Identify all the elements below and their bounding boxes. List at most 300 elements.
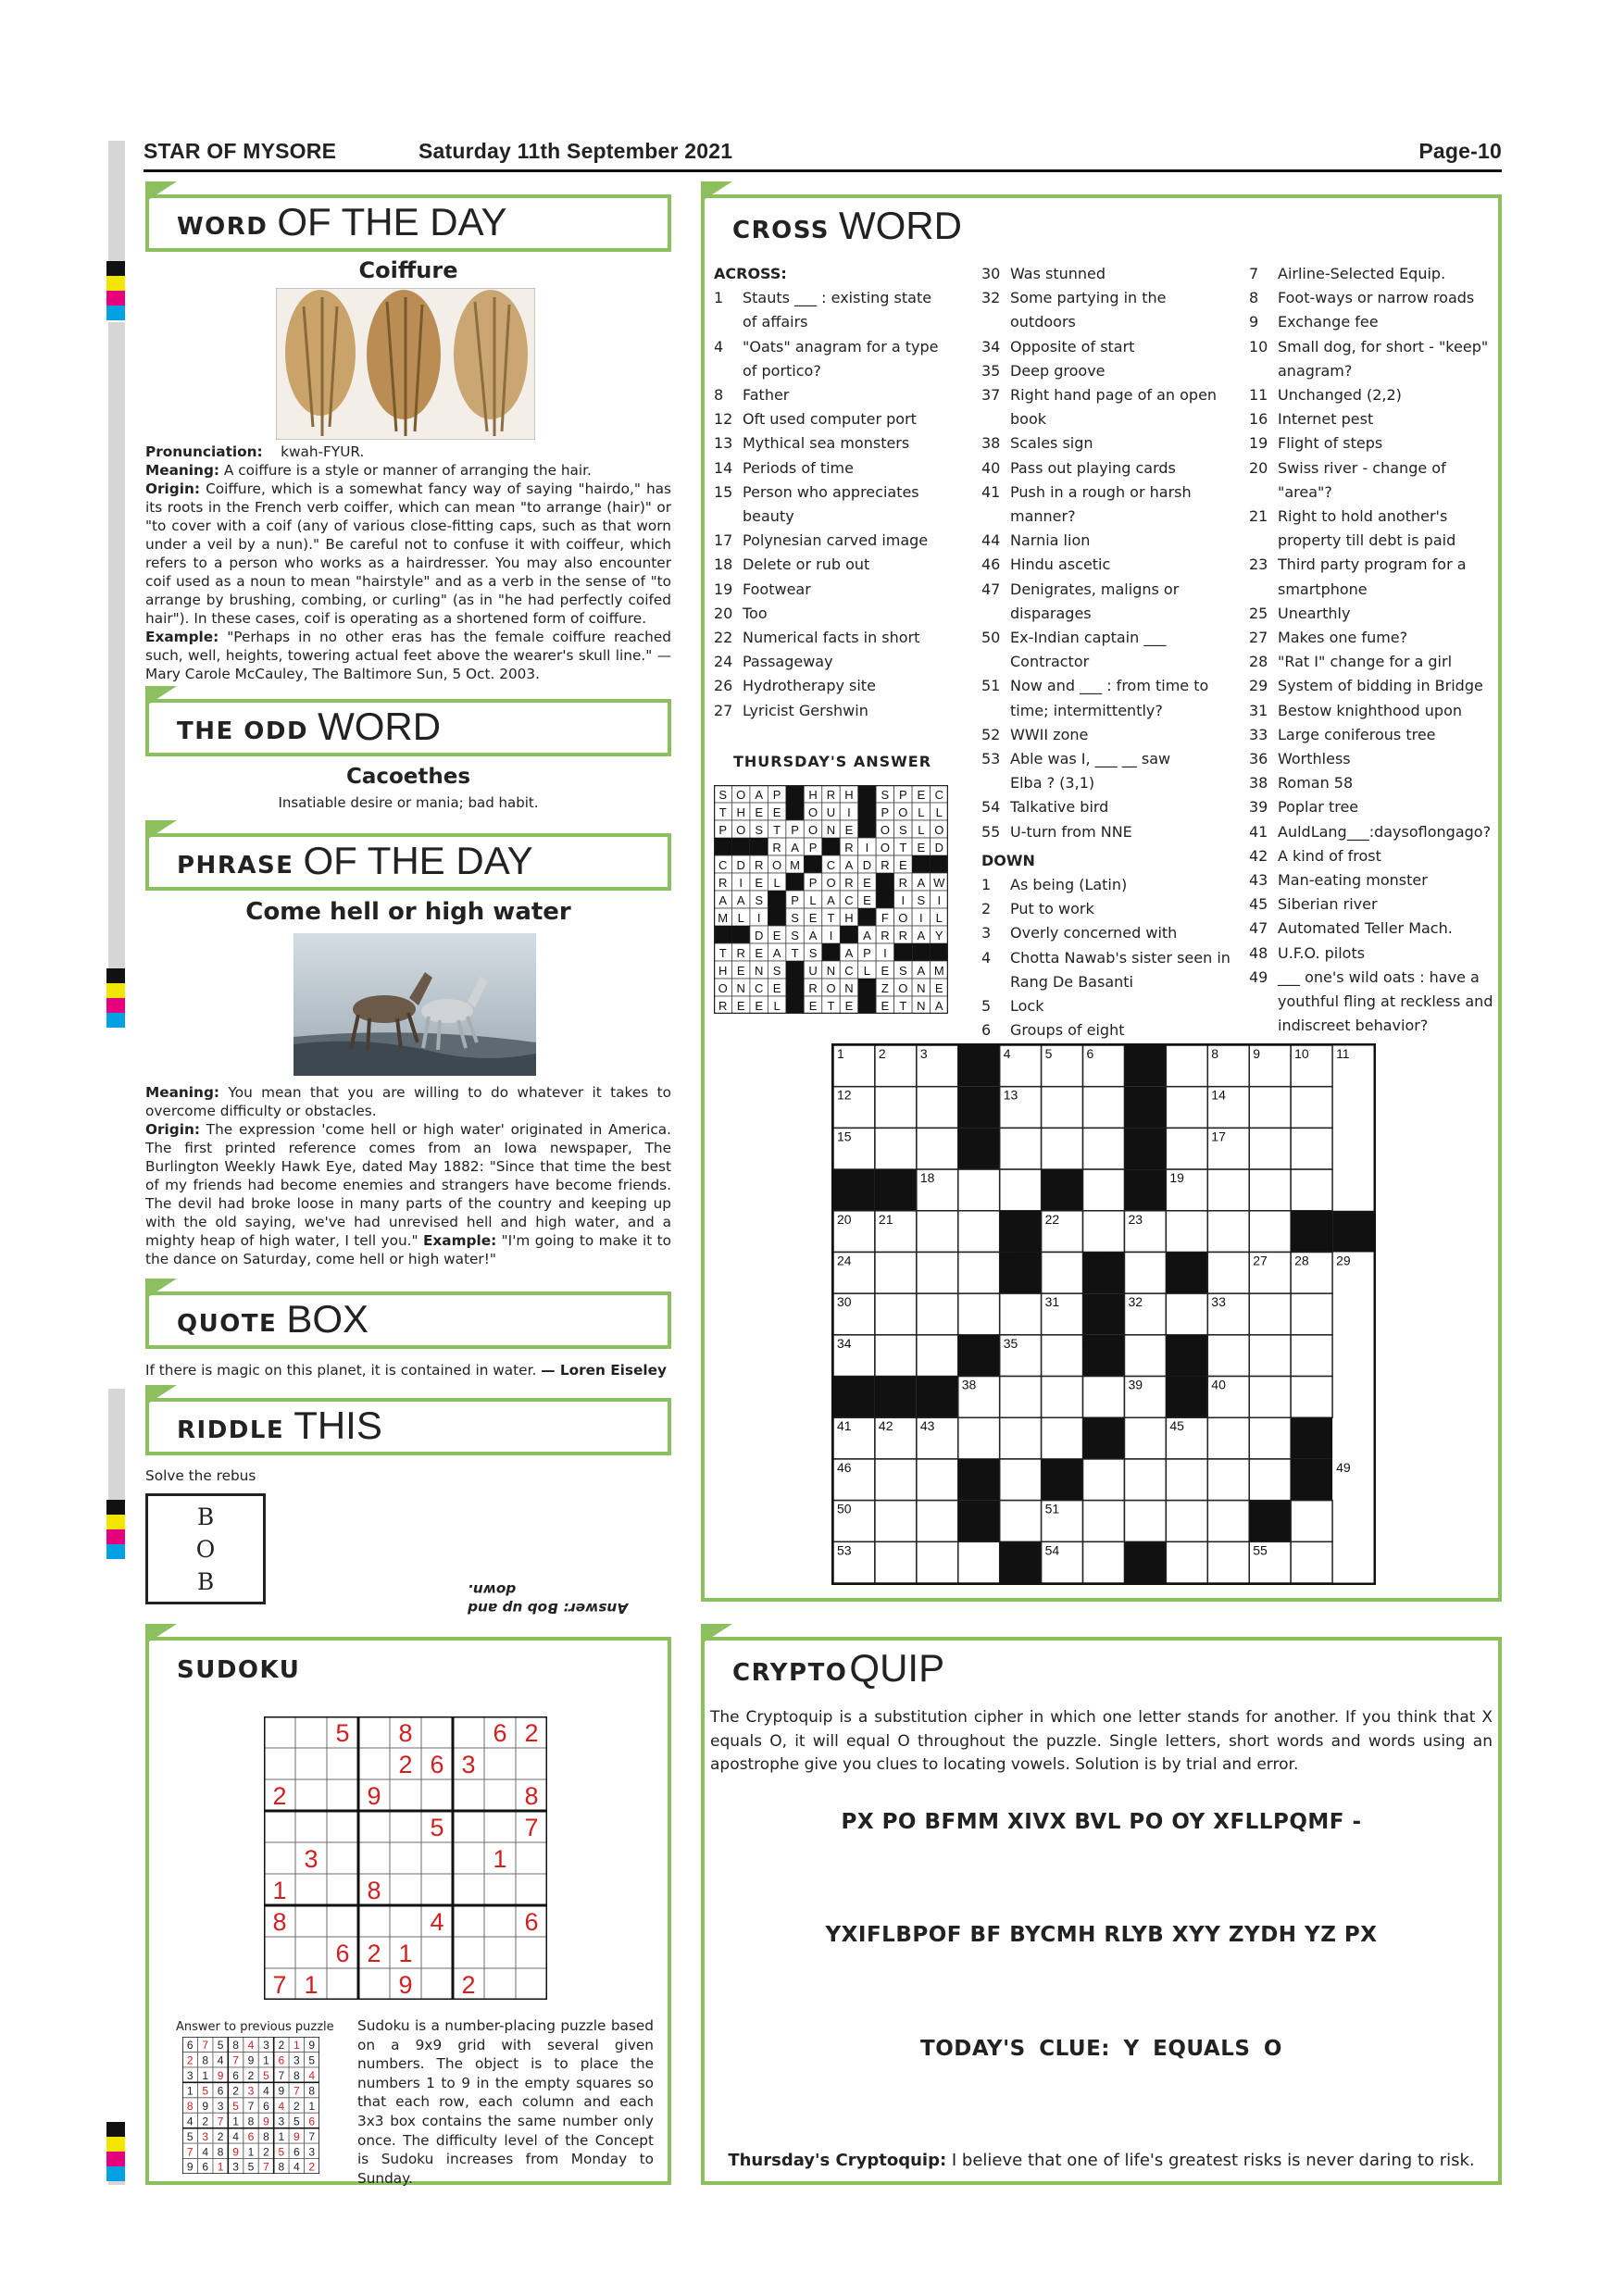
crossword-cell[interactable] xyxy=(958,1541,1000,1583)
clue-text: Unearthly xyxy=(1278,604,1351,622)
clue-text: Worthless xyxy=(1278,750,1351,768)
crossword-heading: CROSS WORD xyxy=(701,194,1502,252)
answer-letter: S xyxy=(718,787,728,802)
crossword-cell[interactable] xyxy=(1249,1335,1291,1377)
answer-letter: M xyxy=(933,963,944,978)
answer-letter: E xyxy=(899,857,907,872)
crossword-cell[interactable] xyxy=(1291,1128,1332,1169)
previous-sudoku-answer-grid xyxy=(182,2037,319,2174)
clue-text: Lock xyxy=(1010,997,1044,1016)
clue-number: 5 xyxy=(981,997,992,1016)
crossword-cell[interactable] xyxy=(1249,1169,1291,1211)
clue-number: 55 xyxy=(981,822,1001,841)
crossword-cell[interactable] xyxy=(1207,1169,1249,1211)
clue-number: 7 xyxy=(1249,265,1259,282)
clue-text: Airline-Selected Equip. xyxy=(1278,265,1446,282)
answer-letter: W xyxy=(933,875,945,890)
crossword-cell[interactable] xyxy=(1249,1087,1291,1129)
clue-text: Poplar tree xyxy=(1278,798,1359,817)
clue-text: Some partying in the outdoors xyxy=(1010,289,1167,331)
clue-row xyxy=(714,480,968,505)
clue-row xyxy=(1249,771,1494,795)
crossword-cell[interactable] xyxy=(1124,1335,1166,1377)
answer-letter: R xyxy=(826,787,836,802)
clue-text: Roman 58 xyxy=(1278,774,1354,792)
answer-letter: N xyxy=(826,963,836,978)
black-square xyxy=(858,979,876,996)
crossword-cell[interactable] xyxy=(958,1252,1000,1293)
crossword-cell[interactable] xyxy=(1000,1169,1042,1211)
sudoku-answer-label: Answer to previous puzzle xyxy=(176,2020,334,2034)
clue-text: Hindu ascetic xyxy=(1010,555,1111,574)
cell-number: 8 xyxy=(1211,1046,1219,1061)
clue-text: Makes one fume? xyxy=(1278,629,1408,647)
previous-crossword-answer-grid xyxy=(714,785,948,1014)
cell-number: 49 xyxy=(1336,1459,1351,1475)
sudoku-digit: 3 xyxy=(461,1751,476,1779)
cell-number: 38 xyxy=(961,1377,977,1392)
crossword-cell[interactable] xyxy=(917,1335,958,1377)
crossword-cell[interactable] xyxy=(1166,1293,1207,1335)
black-square xyxy=(1124,1541,1166,1583)
answer-letter: E xyxy=(736,963,745,978)
crossword-cell[interactable] xyxy=(1207,1459,1249,1501)
crossword-cell[interactable] xyxy=(1042,1128,1083,1169)
cell-number: 53 xyxy=(837,1542,852,1558)
clue-text: Polynesian carved image xyxy=(743,531,929,550)
sudoku-digit: 4 xyxy=(293,2160,300,2174)
cell-number: 48 xyxy=(1294,1459,1309,1475)
black-square xyxy=(1083,1293,1125,1335)
crossword-cell[interactable] xyxy=(1124,1501,1166,1542)
black-square xyxy=(875,1377,917,1418)
clue-row xyxy=(1249,942,1494,966)
answer-letter: N xyxy=(917,998,926,1013)
cell-number: 33 xyxy=(1211,1294,1226,1310)
answer-letter: P xyxy=(791,892,799,907)
crossword-cell[interactable] xyxy=(958,1417,1000,1459)
sudoku-digit: 8 xyxy=(232,2039,239,2053)
clue-text: disparages xyxy=(1010,604,1092,622)
sudoku-digit: 1 xyxy=(186,2084,194,2098)
crossword-cell[interactable] xyxy=(917,1501,958,1542)
crossword-cell[interactable] xyxy=(917,1128,958,1169)
cell-number: 44 xyxy=(1086,1418,1102,1434)
answer-letter: O xyxy=(807,805,818,819)
clue-text: Denigrates, maligns or xyxy=(1010,580,1180,598)
clue-number: 9 xyxy=(1249,313,1259,331)
clue-row xyxy=(1249,626,1494,650)
crossword-cell[interactable] xyxy=(1042,1252,1083,1293)
clues-column-3 xyxy=(1249,262,1494,1039)
crossword-cell[interactable] xyxy=(1000,1128,1042,1169)
crossword-cell[interactable] xyxy=(917,1211,958,1253)
clue-row xyxy=(981,262,1231,286)
clue-row xyxy=(1249,699,1494,723)
sudoku-digit: 5 xyxy=(186,2129,194,2143)
clue-number: 44 xyxy=(981,531,1001,550)
clue-row xyxy=(1249,431,1494,455)
crossword-cell[interactable] xyxy=(1124,1459,1166,1501)
crossword-cell[interactable] xyxy=(875,1459,917,1501)
sudoku-digit: 3 xyxy=(308,2145,316,2159)
crossword-cell[interactable] xyxy=(1042,1377,1083,1418)
crossword-cell[interactable] xyxy=(875,1501,917,1542)
sudoku-digit: 3 xyxy=(202,2129,209,2143)
cell-number: 43 xyxy=(919,1418,935,1434)
crossword-cell[interactable] xyxy=(1249,1211,1291,1253)
sudoku-digit: 8 xyxy=(272,1908,287,1937)
sudoku-digit: 1 xyxy=(272,1877,287,1905)
crossword-cell[interactable] xyxy=(917,1087,958,1129)
color-registration-mark xyxy=(106,2122,125,2181)
crossword-cell[interactable] xyxy=(1291,1541,1332,1583)
crossword-cell[interactable] xyxy=(1249,1459,1291,1501)
crossword-cell[interactable] xyxy=(1207,1335,1249,1377)
sudoku-digit: 7 xyxy=(278,2069,285,2083)
cell-number: 47 xyxy=(1044,1459,1060,1475)
crossword-cell[interactable] xyxy=(1083,1169,1125,1211)
sudoku-digit: 9 xyxy=(247,2053,255,2067)
cell-number: 18 xyxy=(919,1170,935,1186)
word-of-day-heading: WORD OF THE DAY xyxy=(145,194,671,252)
answer-letter: S xyxy=(755,892,763,907)
answer-letter: S xyxy=(791,928,799,942)
clue-number: 51 xyxy=(981,677,1001,695)
crossword-cell[interactable] xyxy=(1291,1293,1332,1335)
cell-number: 46 xyxy=(837,1459,852,1475)
cell-number: 11 xyxy=(1336,1046,1350,1061)
answer-letter: N xyxy=(917,980,926,995)
crossword-cell[interactable] xyxy=(1083,1211,1125,1253)
clue-row xyxy=(981,480,1231,505)
cell-number: 41 xyxy=(837,1418,852,1434)
answer-letter: A xyxy=(808,928,818,942)
crossword-cell[interactable] xyxy=(1083,1541,1125,1583)
clue-row xyxy=(981,1018,1231,1042)
clue-text: smartphone xyxy=(1278,580,1368,598)
sudoku-digit: 6 xyxy=(278,2053,285,2067)
clue-row xyxy=(714,505,968,529)
cell-number: 26 xyxy=(1086,1253,1102,1268)
clues-column-1: ACROSS: 1 Stauts ___ : existing state of affairs 4 "Oats" anagram for a type of portico? 8 Father 12 Oft used computer port 13 Mythical sea monsters 14 Periods of time 15 Person who appreciates beauty 17 Polynesian carved image 18 Delete or rub out 19 Footwear 20 Too 22 Numerical facts in short 24 Passageway 26 Hydrotherapy site 27 Lyricist Gershwin xyxy=(714,262,968,723)
clue-text: youthful fling at reckless and xyxy=(1278,992,1493,1011)
crossword-cell[interactable] xyxy=(1166,1211,1207,1253)
word-of-day-word: Coiffure xyxy=(358,257,458,283)
answer-letter: E xyxy=(772,980,781,995)
answer-letter: E xyxy=(917,787,926,802)
clue-text: Automated Teller Mach. xyxy=(1278,919,1453,938)
crossword-cell[interactable] xyxy=(1042,1417,1083,1459)
crossword-cell[interactable] xyxy=(958,1211,1000,1253)
crossword-cell[interactable] xyxy=(917,1293,958,1335)
crossword-cell[interactable] xyxy=(958,1293,1000,1335)
sudoku-digit: 7 xyxy=(272,1971,287,2000)
black-square xyxy=(786,785,804,803)
answer-letter: S xyxy=(772,963,781,978)
answer-letter: R xyxy=(898,875,908,890)
sudoku-digit: 8 xyxy=(186,2099,194,2113)
clue-text: "Oats" anagram for a type xyxy=(743,337,939,356)
sudoku-digit: 9 xyxy=(263,2115,269,2128)
answer-letter: E xyxy=(772,805,781,819)
crossword-cell[interactable] xyxy=(1207,1252,1249,1293)
answer-letter: M xyxy=(790,857,800,872)
crossword-cell[interactable] xyxy=(1249,1128,1291,1169)
cell-number: 30 xyxy=(837,1294,852,1310)
crossword-cell[interactable] xyxy=(1124,1252,1166,1293)
black-square xyxy=(804,855,821,873)
crossword-cell[interactable] xyxy=(1166,1459,1207,1501)
crossword-cell[interactable] xyxy=(917,1252,958,1293)
clue-number: 12 xyxy=(714,410,733,429)
answer-letter: R xyxy=(772,840,781,855)
sudoku-digit: 2 xyxy=(272,1782,287,1811)
crossword-cell[interactable] xyxy=(1166,1501,1207,1542)
answer-letter: I xyxy=(739,875,743,890)
clue-text: Footwear xyxy=(743,580,811,598)
clue-number xyxy=(1249,529,1278,553)
black-square xyxy=(1166,1252,1207,1293)
sudoku-digit: 8 xyxy=(524,1782,539,1811)
clue-text: Small dog, for short - "keep" xyxy=(1278,337,1489,356)
crossword-cell[interactable] xyxy=(875,1128,917,1169)
crossword-cell[interactable] xyxy=(1207,1501,1249,1542)
sudoku-digit: 2 xyxy=(524,1719,539,1748)
answer-letter: L xyxy=(809,892,817,907)
answer-letter: S xyxy=(808,945,818,960)
clue-text: U.F.O. pilots xyxy=(1278,943,1366,962)
black-square xyxy=(875,1169,917,1211)
clue-text: Oft used computer port xyxy=(743,410,917,429)
answer-letter: E xyxy=(755,998,763,1013)
crossword-grid[interactable] xyxy=(831,1043,1376,1585)
clue-row xyxy=(981,921,1231,945)
hair-braids-image xyxy=(276,288,535,440)
crossword-cell[interactable] xyxy=(875,1252,917,1293)
section-corner xyxy=(145,686,177,706)
crossword-cell[interactable] xyxy=(1291,1377,1332,1418)
crossword-cell[interactable] xyxy=(1166,1541,1207,1583)
clue-text: Third party program for a xyxy=(1278,555,1467,574)
sudoku-digit: 1 xyxy=(398,1940,413,1968)
crossword-cell[interactable] xyxy=(1291,1335,1332,1377)
sudoku-digit: 5 xyxy=(430,1814,444,1842)
clue-row xyxy=(1249,844,1494,868)
answer-letter: A xyxy=(863,928,871,942)
sudoku-digit: 7 xyxy=(524,1814,539,1842)
cryptoquip-clue: TODAY'S CLUE: Y EQUALS O xyxy=(920,2037,1282,2061)
clue-text: Large coniferous tree xyxy=(1278,725,1436,743)
crossword-cell[interactable] xyxy=(875,1541,917,1583)
answer-letter: E xyxy=(881,998,890,1013)
sudoku-digit: 8 xyxy=(367,1877,381,1905)
sudoku-digit: 3 xyxy=(247,2084,255,2098)
crossword-cell[interactable] xyxy=(1249,1377,1291,1418)
answer-letter: E xyxy=(808,910,818,925)
black-square xyxy=(876,891,893,908)
clue-number xyxy=(714,310,743,334)
crossword-cell[interactable] xyxy=(1291,1169,1332,1211)
clue-number: 23 xyxy=(1249,555,1268,574)
clue-number: 19 xyxy=(1249,434,1268,453)
clue-row xyxy=(714,407,968,431)
crossword-cell[interactable] xyxy=(1249,1417,1291,1459)
clue-number xyxy=(981,650,1010,674)
crossword-cell[interactable] xyxy=(1249,1293,1291,1335)
answer-letter: T xyxy=(791,945,799,960)
answer-letter: A xyxy=(917,875,926,890)
sudoku-digit: 6 xyxy=(247,2129,255,2143)
clue-row xyxy=(714,626,968,650)
crossword-cell[interactable] xyxy=(1291,1501,1332,1542)
cell-number: 45 xyxy=(1169,1418,1184,1434)
crossword-cell[interactable] xyxy=(1083,1501,1125,1542)
clue-text: Swiss river - change of "area"? xyxy=(1278,458,1446,501)
answer-letter: A xyxy=(718,892,728,907)
black-square xyxy=(1291,1417,1332,1459)
sudoku-digit: 5 xyxy=(232,2099,239,2113)
crossword-cell[interactable] xyxy=(1000,1377,1042,1418)
cell-number: 13 xyxy=(1003,1087,1018,1103)
sudoku-digit: 3 xyxy=(263,2039,269,2053)
sudoku-digit: 7 xyxy=(202,2039,209,2053)
black-square xyxy=(931,943,948,961)
sudoku-digit: 6 xyxy=(263,2099,269,2113)
sudoku-grid[interactable] xyxy=(264,1716,547,2000)
crossword-cell[interactable] xyxy=(1000,1501,1042,1542)
answer-letter: R xyxy=(754,857,764,872)
crossword-cell[interactable] xyxy=(875,1087,917,1129)
answer-letter: E xyxy=(881,963,890,978)
cell-number: 17 xyxy=(1211,1129,1226,1144)
sudoku-digit: 6 xyxy=(493,1719,507,1748)
crossword-cell[interactable] xyxy=(1166,1045,1207,1087)
crossword-cell[interactable] xyxy=(1207,1211,1249,1253)
answer-letter: C xyxy=(934,787,943,802)
sudoku-digit: 9 xyxy=(217,2069,224,2083)
crossword-cell[interactable] xyxy=(1083,1377,1125,1418)
clue-number xyxy=(714,359,743,383)
sudoku-digit: 4 xyxy=(308,2069,316,2083)
clue-row xyxy=(714,383,968,407)
clue-row xyxy=(714,578,968,602)
rebus-box: B O B xyxy=(145,1493,266,1604)
clue-number: 36 xyxy=(1249,750,1268,768)
crossword-cell[interactable] xyxy=(1166,1128,1207,1169)
sudoku-digit: 8 xyxy=(217,2145,224,2159)
cell-number: 3 xyxy=(919,1046,928,1061)
answer-letter: T xyxy=(718,945,727,960)
crossword-cell[interactable] xyxy=(1166,1087,1207,1129)
clue-row xyxy=(1249,868,1494,892)
crossword-cell[interactable] xyxy=(1042,1335,1083,1377)
crossword-cell[interactable] xyxy=(1207,1417,1249,1459)
crossword-cell[interactable] xyxy=(1207,1541,1249,1583)
clue-number: 25 xyxy=(1249,604,1268,622)
clue-number: 1 xyxy=(981,876,992,894)
clue-text: Periods of time xyxy=(743,458,854,477)
clue-text: System of bidding in Bridge xyxy=(1278,677,1483,695)
answer-letter: F xyxy=(881,910,889,925)
answer-letter: L xyxy=(737,910,744,925)
answer-letter: H xyxy=(844,787,854,802)
crossword-cell[interactable] xyxy=(1083,1459,1125,1501)
clue-number: 37 xyxy=(981,386,1001,405)
crossword-cell[interactable] xyxy=(1000,1293,1042,1335)
page-number: Page-10 xyxy=(1418,139,1502,163)
answer-letter: D xyxy=(862,857,872,872)
riddle-heading: RIDDLE THIS xyxy=(145,1398,671,1455)
sudoku-digit: 2 xyxy=(308,2160,316,2174)
clue-number: 4 xyxy=(714,337,724,356)
answer-letter: D xyxy=(754,928,764,942)
sudoku-digit: 1 xyxy=(263,2053,269,2067)
sudoku-digit: 6 xyxy=(232,2069,239,2083)
clue-number: 40 xyxy=(981,458,1001,477)
clue-text: Right to hold another's xyxy=(1278,507,1448,526)
answer-letter: O xyxy=(736,822,746,837)
clue-row xyxy=(1249,892,1494,917)
crossword-cell[interactable] xyxy=(1083,1128,1125,1169)
sudoku-digit: 4 xyxy=(278,2099,285,2113)
crossword-cell[interactable] xyxy=(1083,1087,1125,1129)
sudoku-digit: 2 xyxy=(293,2099,300,2113)
cell-number: 35 xyxy=(1003,1335,1018,1351)
clue-text: Father xyxy=(743,386,790,405)
newspaper-name: STAR OF MYSORE xyxy=(144,139,337,163)
odd-word-meaning: Insatiable desire or mania; bad habit. xyxy=(278,794,539,811)
crossword-cell[interactable] xyxy=(1042,1087,1083,1129)
crossword-cell[interactable] xyxy=(1291,1087,1332,1129)
clue-number: 48 xyxy=(1249,943,1268,962)
sudoku-digit: 6 xyxy=(524,1908,539,1937)
clue-number xyxy=(981,970,1010,994)
sudoku-digit: 1 xyxy=(217,2160,224,2174)
crossword-cell[interactable] xyxy=(875,1335,917,1377)
crossword-cell[interactable] xyxy=(917,1541,958,1583)
cell-number: 31 xyxy=(1044,1294,1060,1310)
clue-text: Lyricist Gershwin xyxy=(743,701,868,719)
answer-letter: N xyxy=(754,963,764,978)
sudoku-digit: 2 xyxy=(263,2145,269,2159)
black-square xyxy=(768,891,785,908)
cell-number: 9 xyxy=(1253,1046,1261,1061)
answer-letter: R xyxy=(881,857,890,872)
sudoku-digit: 4 xyxy=(232,2129,239,2143)
answer-letter: D xyxy=(736,857,745,872)
crossword-cell[interactable] xyxy=(917,1459,958,1501)
cell-number: 24 xyxy=(837,1253,852,1268)
clue-row xyxy=(1249,553,1494,577)
crossword-cell[interactable] xyxy=(1124,1417,1166,1459)
crossword-cell[interactable] xyxy=(875,1293,917,1335)
clue-row xyxy=(1249,359,1494,383)
clue-row xyxy=(981,771,1231,795)
crossword-cell[interactable] xyxy=(1000,1417,1042,1459)
sudoku-digit: 1 xyxy=(293,2039,300,2053)
clue-number: 47 xyxy=(1249,919,1268,938)
crossword-cell[interactable] xyxy=(958,1169,1000,1211)
answer-letter: P xyxy=(808,840,818,855)
crossword-cell[interactable] xyxy=(1000,1459,1042,1501)
sudoku-digit: 6 xyxy=(217,2084,224,2098)
clue-text: Passageway xyxy=(743,653,833,671)
answer-letter: A xyxy=(844,945,854,960)
cell-number: 52 xyxy=(1253,1501,1268,1516)
answer-letter: N xyxy=(736,980,745,995)
sudoku-digit: 7 xyxy=(217,2115,224,2128)
